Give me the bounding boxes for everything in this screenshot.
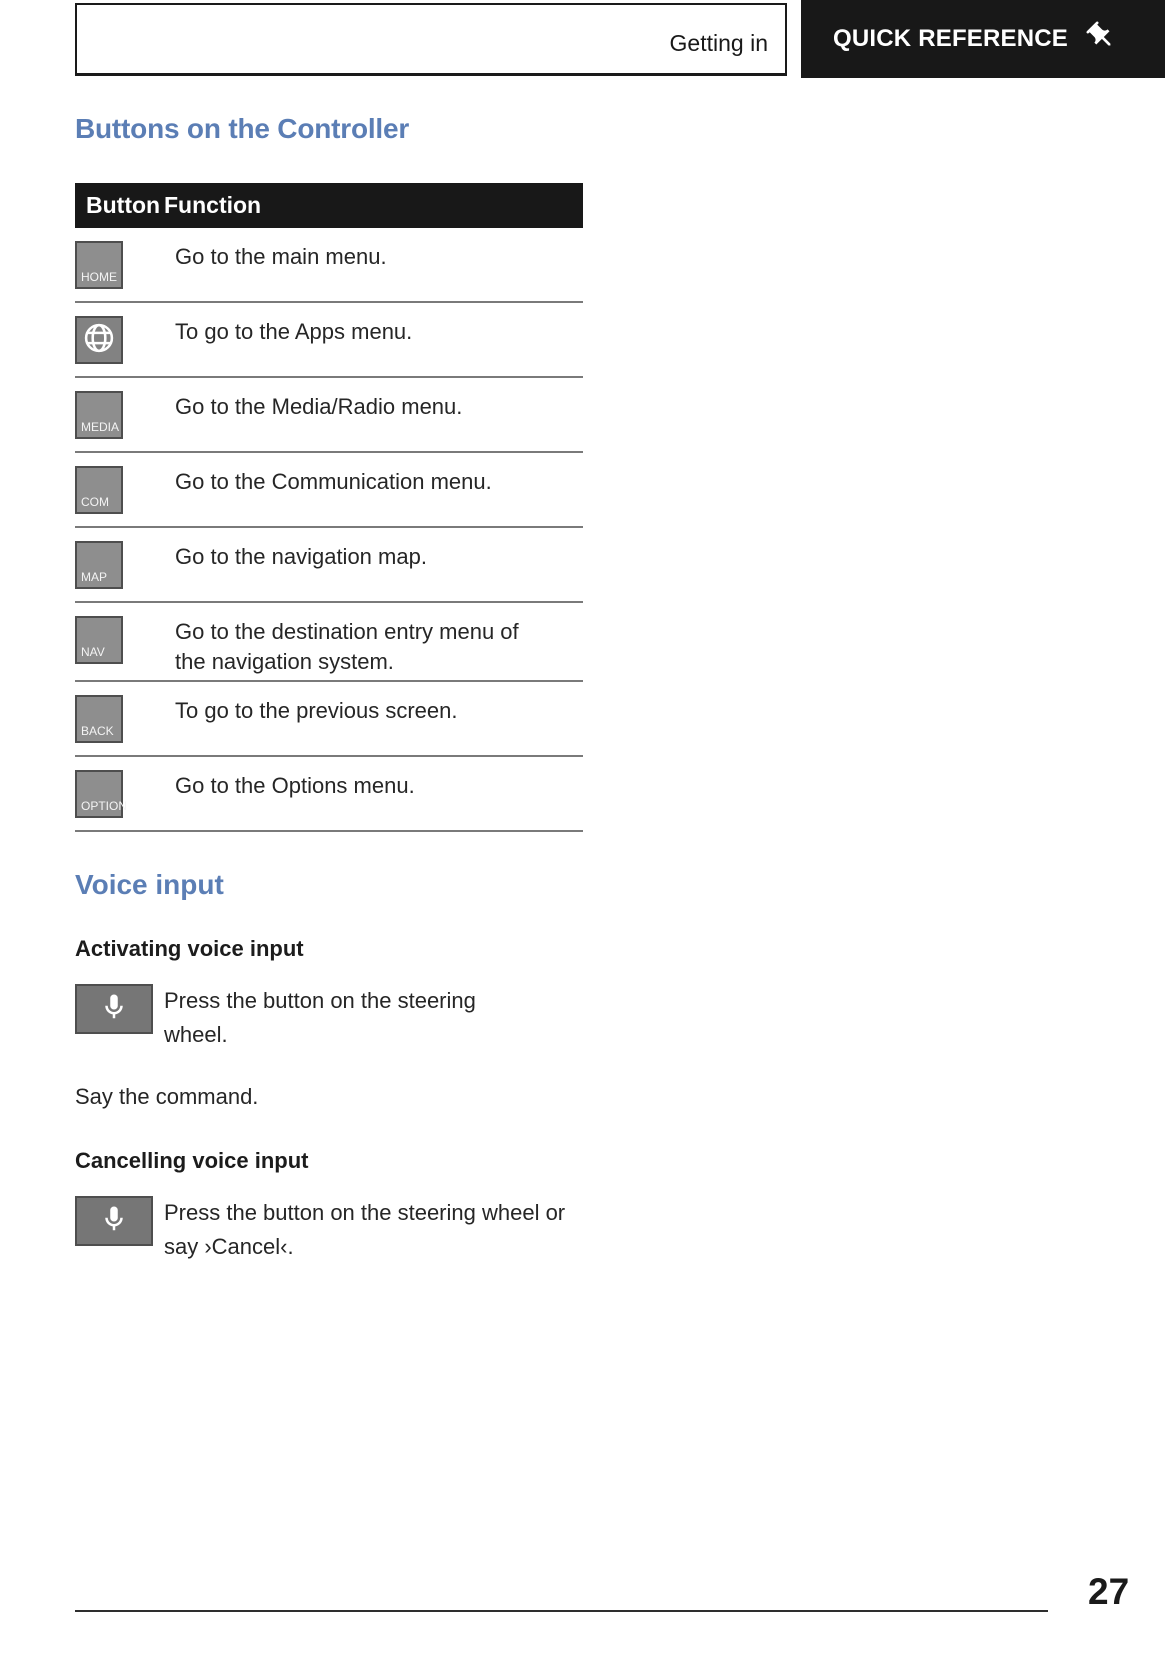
page-number: 27 xyxy=(1088,1571,1130,1612)
controller-buttons-table xyxy=(75,183,583,832)
table-row xyxy=(75,378,583,453)
function-text: Go to the Communication menu. xyxy=(175,469,492,494)
column-header-button: Button xyxy=(86,192,161,218)
section-label: Getting in xyxy=(669,29,768,56)
function-text: To go to the previous screen. xyxy=(175,698,458,723)
say-command-note: Say the command. xyxy=(75,1084,259,1109)
table-row xyxy=(75,453,583,528)
table-row xyxy=(75,528,583,603)
option-button: OPTION xyxy=(75,770,123,818)
table-row xyxy=(75,228,583,303)
com-button: COM xyxy=(75,466,123,514)
table-row xyxy=(75,303,583,378)
apps-button xyxy=(75,316,123,364)
cancelling-voice-heading: Cancelling voice input xyxy=(75,1148,309,1173)
controller-section-title: Buttons on the Controller xyxy=(75,113,410,144)
function-text: Go to the Media/Radio menu. xyxy=(175,394,463,419)
steering-wheel-voice-button xyxy=(75,1196,153,1246)
activating-voice-row xyxy=(75,984,583,1052)
function-text: Go to the destination entry menu of the navigation system. xyxy=(175,619,519,674)
column-header-function: Function xyxy=(164,192,262,218)
function-text: Go to the main menu. xyxy=(175,244,387,269)
cancelling-voice-row xyxy=(75,1196,583,1264)
nav-button: NAV xyxy=(75,616,123,664)
steering-wheel-voice-button xyxy=(75,984,153,1034)
map-button: MAP xyxy=(75,541,123,589)
banner-label: QUICK REFERENCE xyxy=(833,25,1069,52)
pushpin-icon xyxy=(1085,20,1117,59)
activating-voice-text: Press the button on the steering wheel. xyxy=(164,988,476,1047)
voice-input-title: Voice input xyxy=(75,869,224,900)
media-button: MEDIA xyxy=(75,391,123,439)
function-text: To go to the Apps menu. xyxy=(175,319,413,344)
home-button: HOME xyxy=(75,241,123,289)
quick-reference-banner xyxy=(801,0,1165,78)
table-row xyxy=(75,682,583,757)
microphone-icon xyxy=(99,1204,129,1239)
globe-icon xyxy=(81,320,117,361)
cancelling-voice-text: Press the button on the steering wheel or say ›Cancel‹. xyxy=(164,1200,566,1259)
section-tab xyxy=(75,3,787,76)
microphone-icon xyxy=(99,992,129,1027)
footer-rule xyxy=(75,1610,1048,1612)
table-header xyxy=(75,183,583,228)
function-text: Go to the navigation map. xyxy=(175,544,427,569)
activating-voice-heading: Activating voice input xyxy=(75,936,304,961)
function-text: Go to the Options menu. xyxy=(175,773,415,798)
table-row xyxy=(75,757,583,832)
table-row xyxy=(75,603,583,682)
page-content xyxy=(75,112,583,1264)
back-button: BACK xyxy=(75,695,123,743)
